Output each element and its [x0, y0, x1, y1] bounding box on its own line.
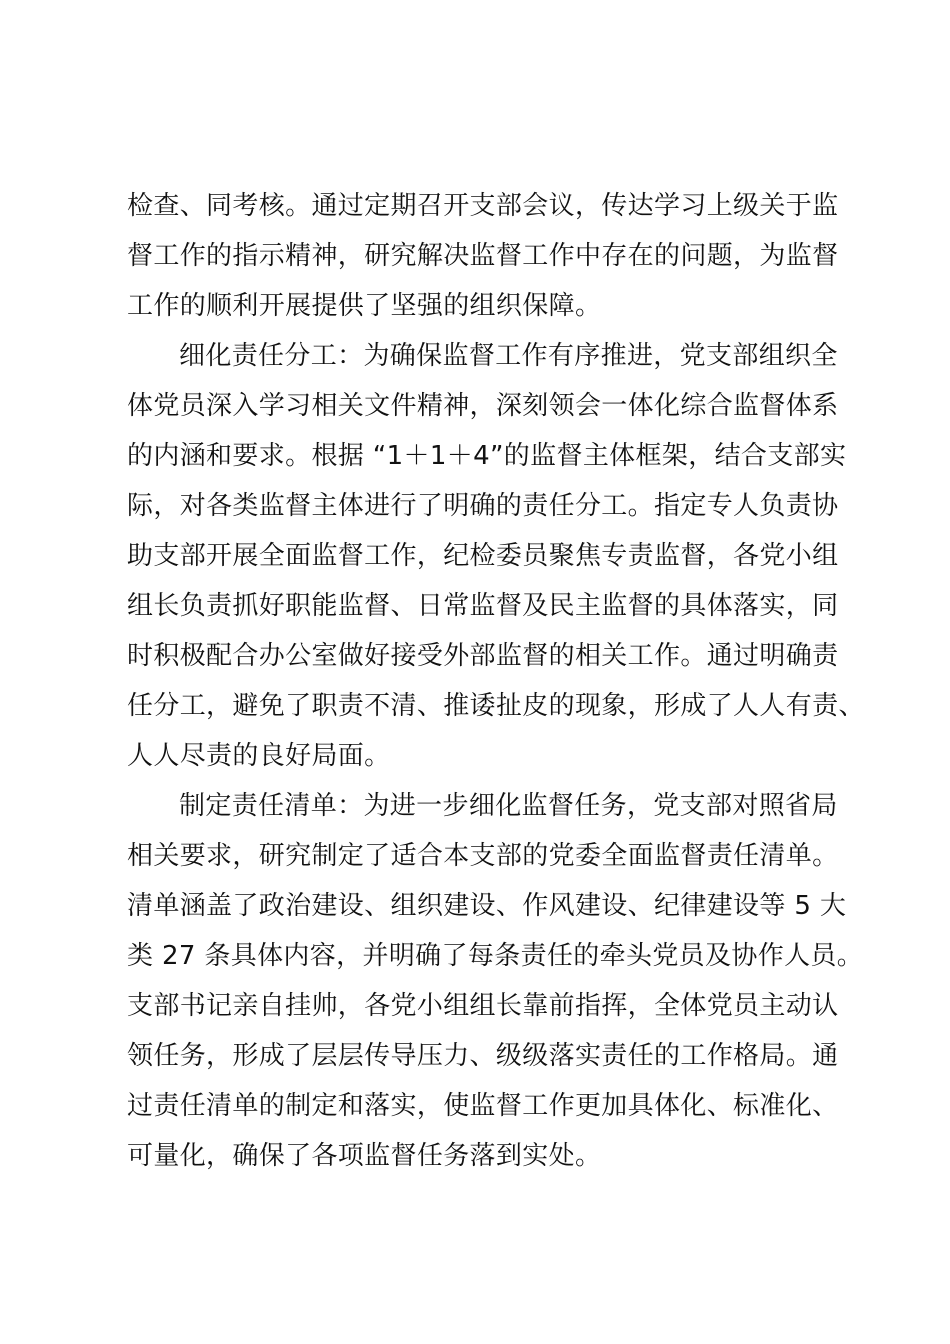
- text-line: 细化责任分工：为确保监督工作有序推进，党支部组织全: [179, 341, 838, 371]
- text-line: 任分工，避免了职责不清、推诿扯皮的现象，形成了人人有责、: [127, 691, 865, 721]
- text-line: 工作的顺利开展提供了坚强的组织保障。: [127, 291, 602, 321]
- paragraph-responsibility-list: [127, 781, 864, 1181]
- text-line: 人人尽责的良好局面。: [127, 741, 391, 771]
- text-line: 组长负责抓好职能监督、日常监督及民主监督的具体落实，同: [127, 591, 839, 621]
- text-line: 时积极配合办公室做好接受外部监督的相关工作。通过明确责: [127, 641, 839, 671]
- paragraph-responsibility-division: [127, 331, 865, 781]
- text-line: 制定责任清单：为进一步细化监督任务，党支部对照省局: [179, 791, 838, 821]
- text-line: 际，对各类监督主体进行了明确的责任分工。指定专人负责协: [127, 491, 839, 521]
- text-line: 可量化，确保了各项监督任务落到实处。: [127, 1141, 602, 1171]
- text-line: 清单涵盖了政治建设、组织建设、作风建设、纪律建设等 5 大: [127, 891, 847, 921]
- text-line: 类 27 条具体内容，并明确了每条责任的牵头党员及协作人员。: [127, 941, 864, 971]
- text-line: 的内涵和要求。根据 “1＋1＋4”的监督主体框架，结合支部实: [127, 441, 847, 471]
- document-body: [127, 181, 865, 1181]
- text-line: 督工作的指示精神，研究解决监督工作中存在的问题，为监督: [127, 241, 839, 271]
- text-line: 支部书记亲自挂帅，各党小组组长靠前指挥，全体党员主动认: [127, 991, 839, 1021]
- text-line: 助支部开展全面监督工作，纪检委员聚焦专责监督，各党小组: [127, 541, 839, 571]
- text-line: 相关要求，研究制定了适合本支部的党委全面监督责任清单。: [127, 841, 839, 871]
- paragraph-organizational-guarantee: [127, 181, 847, 331]
- text-line: 体党员深入学习相关文件精神，深刻领会一体化综合监督体系: [127, 391, 839, 421]
- text-line: 检查、同考核。通过定期召开支部会议，传达学习上级关于监: [127, 191, 839, 221]
- text-line: 过责任清单的制定和落实，使监督工作更加具体化、标准化、: [127, 1091, 839, 1121]
- text-line: 领任务，形成了层层传导压力、级级落实责任的工作格局。通: [127, 1041, 839, 1071]
